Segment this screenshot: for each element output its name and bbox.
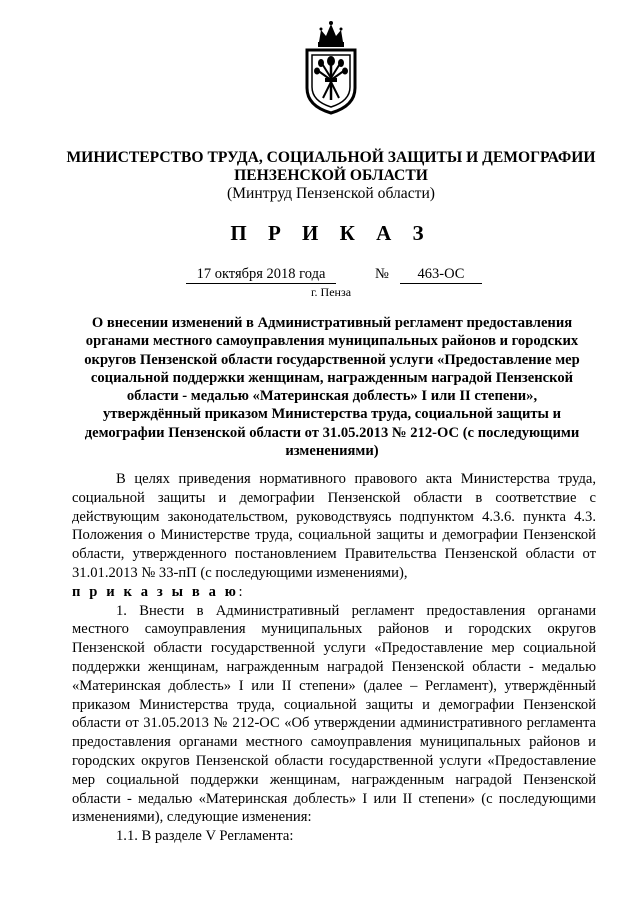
ministry-short-name: (Минтруд Пензенской области) bbox=[226, 185, 435, 202]
subject-line: демографии Пензенской области от 31.05.2013 № 212-ОС (с последующими bbox=[84, 424, 580, 441]
ministry-name-line1: МИНИСТЕРСТВО ТРУДА, СОЦИАЛЬНОЙ ЗАЩИТЫ И ДЕМОГРАФИИ bbox=[66, 149, 596, 166]
city-name: г. Пенза bbox=[310, 285, 352, 299]
subject-line: области - медалью «Материнская доблесть» I или II степени», bbox=[126, 388, 538, 405]
document-type-title: П Р И К А З bbox=[230, 221, 432, 245]
subject-line: утверждённый приказом Министерства труда, социальной защиты и bbox=[103, 406, 561, 423]
ministry-name-line2: ПЕНЗЕНСКОЙ ОБЛАСТИ bbox=[234, 167, 428, 184]
subject-line: округов Пензенской области государственной услуги «Предоставление мер bbox=[84, 351, 580, 368]
subject-line: О внесении изменений в Административный регламент предоставления bbox=[91, 315, 573, 331]
item-1-1-paragraph: 1.1. В разделе V Регламента: bbox=[116, 828, 294, 845]
subject-line: изменениями) bbox=[285, 443, 379, 460]
order-subject bbox=[72, 314, 592, 460]
orders-colon: : bbox=[238, 583, 243, 600]
orders-word: п р и к а з ы в а ю bbox=[72, 583, 239, 600]
number-sign: № bbox=[375, 266, 389, 282]
order-body bbox=[72, 470, 596, 846]
subject-line: социальной поддержки женщинам, награжденным наградой Пензенской bbox=[90, 369, 574, 386]
preamble-text: В целях приведения нормативного правового акта Министерства труда, социальной защиты и демографии Пензенской области в соответствие с действующим законодательством, руководствуясь подпунктом 4.3.6. пункта 4.3. Положения о Министерстве труда, социальной защиты и демографии Пензенской области, утвержденного постановлением Правительства Пензенской области от 31.01.2013 № 33-пП (с последующими изменениями), bbox=[72, 471, 596, 581]
item-1-paragraph: 1. Внести в Административный регламент предоставления органами местного самоуправления муниципальных районов и городских округов Пензенской области государственной услуги «Предоставление мер социальной поддержки женщинам, награжденным наградой Пензенской области - медалью «Материнская доблесть» I или II степени» (далее – Регламент), утверждённый приказом Министерства труда, социальной защиты и демографии Пензенской области от 31.05.2013 № 212-ОС «Об утверждении административного регламента предоставления органами местного самоуправления муниципальных районов и городских округов Пензенской области государственной услуги «Предоставление мер социальной поддержки женщинам, награжденным наградой Пензенской области - медалью «Материнская доблесть» I или II степени» (с последующими изменениями), следующие изменения: bbox=[72, 602, 596, 826]
order-number: 463-ОС bbox=[400, 265, 482, 284]
subject-line: органами местного самоуправления муниципальных районов и городских bbox=[85, 333, 579, 350]
order-date: 17 октября 2018 года bbox=[186, 265, 336, 284]
penza-coat-of-arms-icon bbox=[301, 20, 361, 115]
preamble-paragraph bbox=[72, 470, 596, 602]
